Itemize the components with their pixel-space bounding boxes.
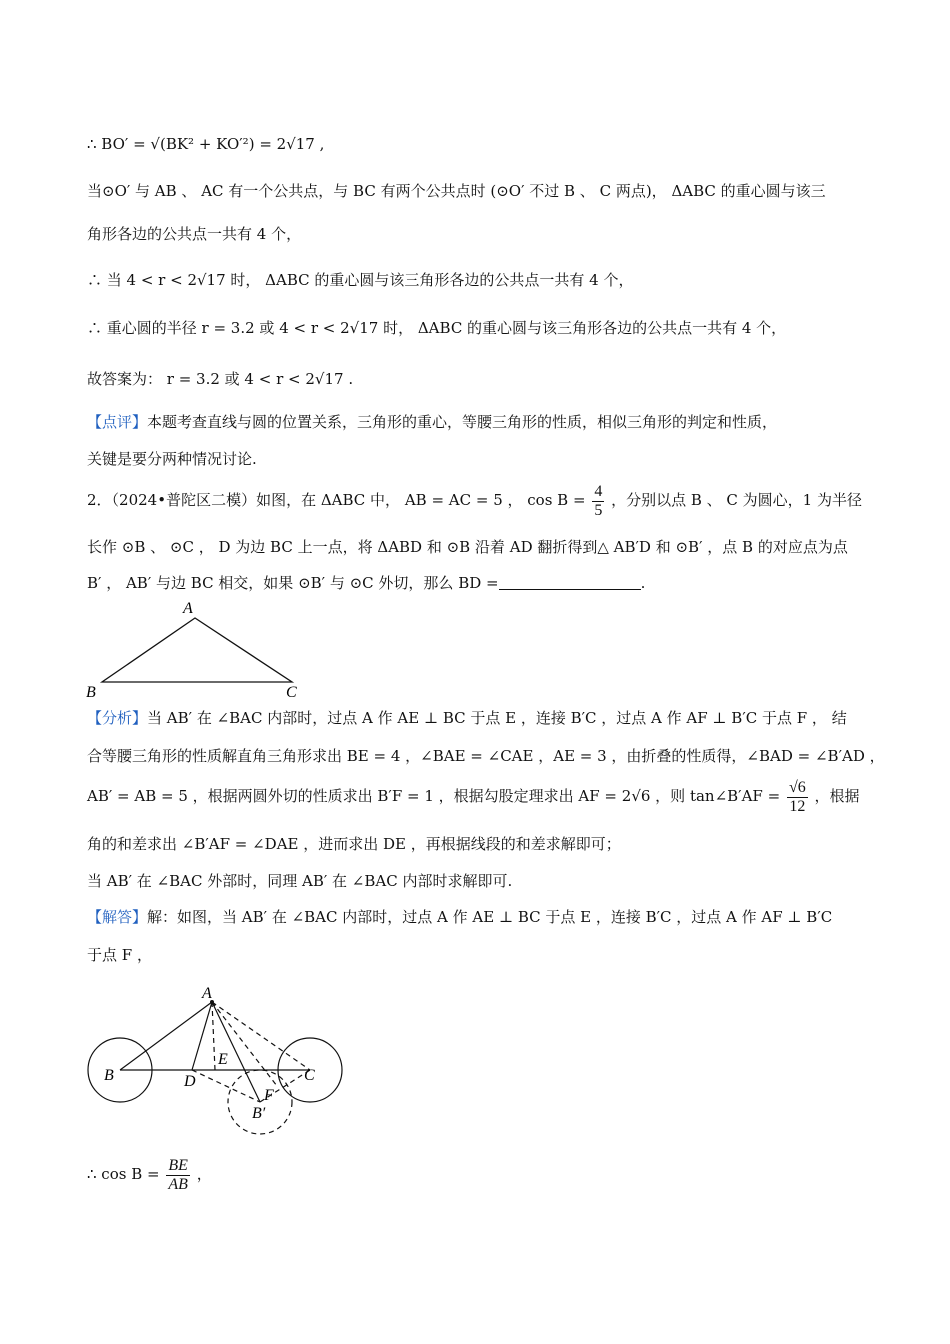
label-a: A	[183, 600, 193, 617]
comment-tag: 【点评】	[87, 413, 148, 431]
line-problem-2-cont: 长作 ⊙B 、 ⊙C ， D 为边 BC 上一点，将 ΔABD 和 ⊙B 沿着 AD 翻折得到△ AB′D 和 ⊙B′ ，点 B 的对应点为点	[87, 538, 848, 556]
cos-b-end: ，	[196, 1165, 212, 1183]
label-d: D	[184, 1073, 196, 1090]
be-ab-fraction	[166, 1157, 190, 1194]
cos-b-text: ∴ cos B =	[87, 1165, 160, 1183]
segment-db-prime	[192, 1070, 260, 1102]
segment-ae	[212, 1002, 215, 1070]
triangle-figure	[80, 598, 310, 698]
line-answer: 故答案为： r = 3.2 或 4 < r < 2√17 .	[87, 370, 354, 388]
label-a: A	[202, 985, 212, 1002]
question-end: .	[640, 574, 646, 592]
label-b-prime: B′	[252, 1105, 266, 1122]
fraction-numerator: √6	[788, 778, 806, 796]
segment-af	[212, 1002, 277, 1086]
tan-fraction	[787, 779, 808, 816]
problem-2-text-b: ，分别以点 B 、 C 为圆心，1 为半径	[611, 491, 862, 509]
line-case-circle: 当⊙O′ 与 AB 、 AC 有一个公共点，与 BC 有两个公共点时 (⊙O′ 不过 B 、 C 两点)， ΔABC 的重心圆与该三	[87, 182, 826, 200]
problem-2-text-a: 2．（2024•普陀区二模）如图，在 ΔABC 中， AB = AC = 5 ， cos B =	[87, 491, 586, 509]
analysis-tag: 【分析】	[87, 709, 148, 727]
fraction-denominator: 5	[594, 501, 603, 519]
segment-ad	[192, 1002, 212, 1070]
cos-b-fraction	[592, 483, 604, 520]
line-solution-2: 于点 F ，	[87, 946, 152, 964]
line-radius-conclusion: ∴ 重心圆的半径 r = 3.2 或 4 < r < 2√17 时， ΔABC 的重心圆与该三角形各边的公共点一共有 4 个，	[87, 319, 787, 337]
line-analysis	[87, 707, 847, 729]
solution-tag: 【解答】	[87, 908, 148, 926]
line-comment-cont: 关键是要分两种情况讨论.	[87, 450, 257, 468]
label-b: B	[104, 1067, 114, 1084]
line-comment	[87, 411, 777, 433]
answer-blank[interactable]	[499, 573, 641, 590]
fraction-denominator: 12	[789, 797, 806, 815]
line-analysis-4: 角的和差求出 ∠B′AF = ∠DAE ，进而求出 DE ，再根据线段的和差求解即可；	[87, 835, 621, 853]
analysis-3-text-a: AB′ = AB = 5 ，根据两圆外切的性质求出 B′F = 1 ，根据勾股定理求出 AF = 2√6 ，则 tan∠B′AF =	[87, 787, 781, 805]
line-solution	[87, 906, 832, 928]
fraction-numerator: 4	[594, 482, 603, 500]
comment-text: 本题考查直线与圆的位置关系，三角形的重心，等腰三角形的性质，相似三角形的判定和性质，	[147, 413, 778, 431]
problem-2-question-text: B′ ， AB′ 与边 BC 相交，如果 ⊙B′ 与 ⊙C 外切，那么 BD =	[87, 574, 499, 592]
line-case-circle-cont: 角形各边的公共点一共有 4 个，	[87, 225, 302, 243]
line-range: ∴ 当 4 < r < 2√17 时， ΔABC 的重心圆与该三角形各边的公共点一共有 4 个，	[87, 271, 634, 289]
line-analysis-5: 当 AB′ 在 ∠BAC 外部时，同理 AB′ 在 ∠BAC 内部时求解即可.	[87, 872, 513, 890]
fold-figure	[80, 980, 360, 1160]
label-c: C	[304, 1067, 315, 1084]
label-e: E	[218, 1051, 228, 1068]
line-problem-2-question	[87, 572, 645, 594]
line-cos-b	[87, 1154, 212, 1194]
fraction-denominator: AB	[168, 1175, 188, 1193]
triangle-abc	[102, 618, 292, 682]
label-c: C	[286, 684, 297, 698]
segment-ab	[120, 1002, 212, 1070]
line-analysis-3	[87, 776, 860, 816]
line-analysis-2: 合等腰三角形的性质解直角三角形求出 BE = 4 ，∠BAE = ∠CAE ，AE = 3 ，由折叠的性质得，∠BAD = ∠B′AD ，	[87, 747, 885, 765]
fraction-numerator: BE	[168, 1156, 188, 1174]
label-f: F	[264, 1087, 274, 1104]
analysis-text: 当 AB′ 在 ∠BAC 内部时，过点 A 作 AE ⊥ BC 于点 E ，连接 B′C ，过点 A 作 AF ⊥ B′C 于点 F ， 结	[147, 709, 847, 727]
line-problem-2	[87, 480, 862, 520]
line-bo-prime: ∴ BO′ = √(BK² + KO′²) = 2√17 ,	[87, 135, 325, 153]
analysis-3-text-b: ，根据	[814, 787, 860, 805]
solution-text: 解：如图，当 AB′ 在 ∠BAC 内部时，过点 A 作 AE ⊥ BC 于点 E ，连接 B′C ，过点 A 作 AF ⊥ B′C	[147, 908, 833, 926]
label-b: B	[86, 684, 96, 698]
